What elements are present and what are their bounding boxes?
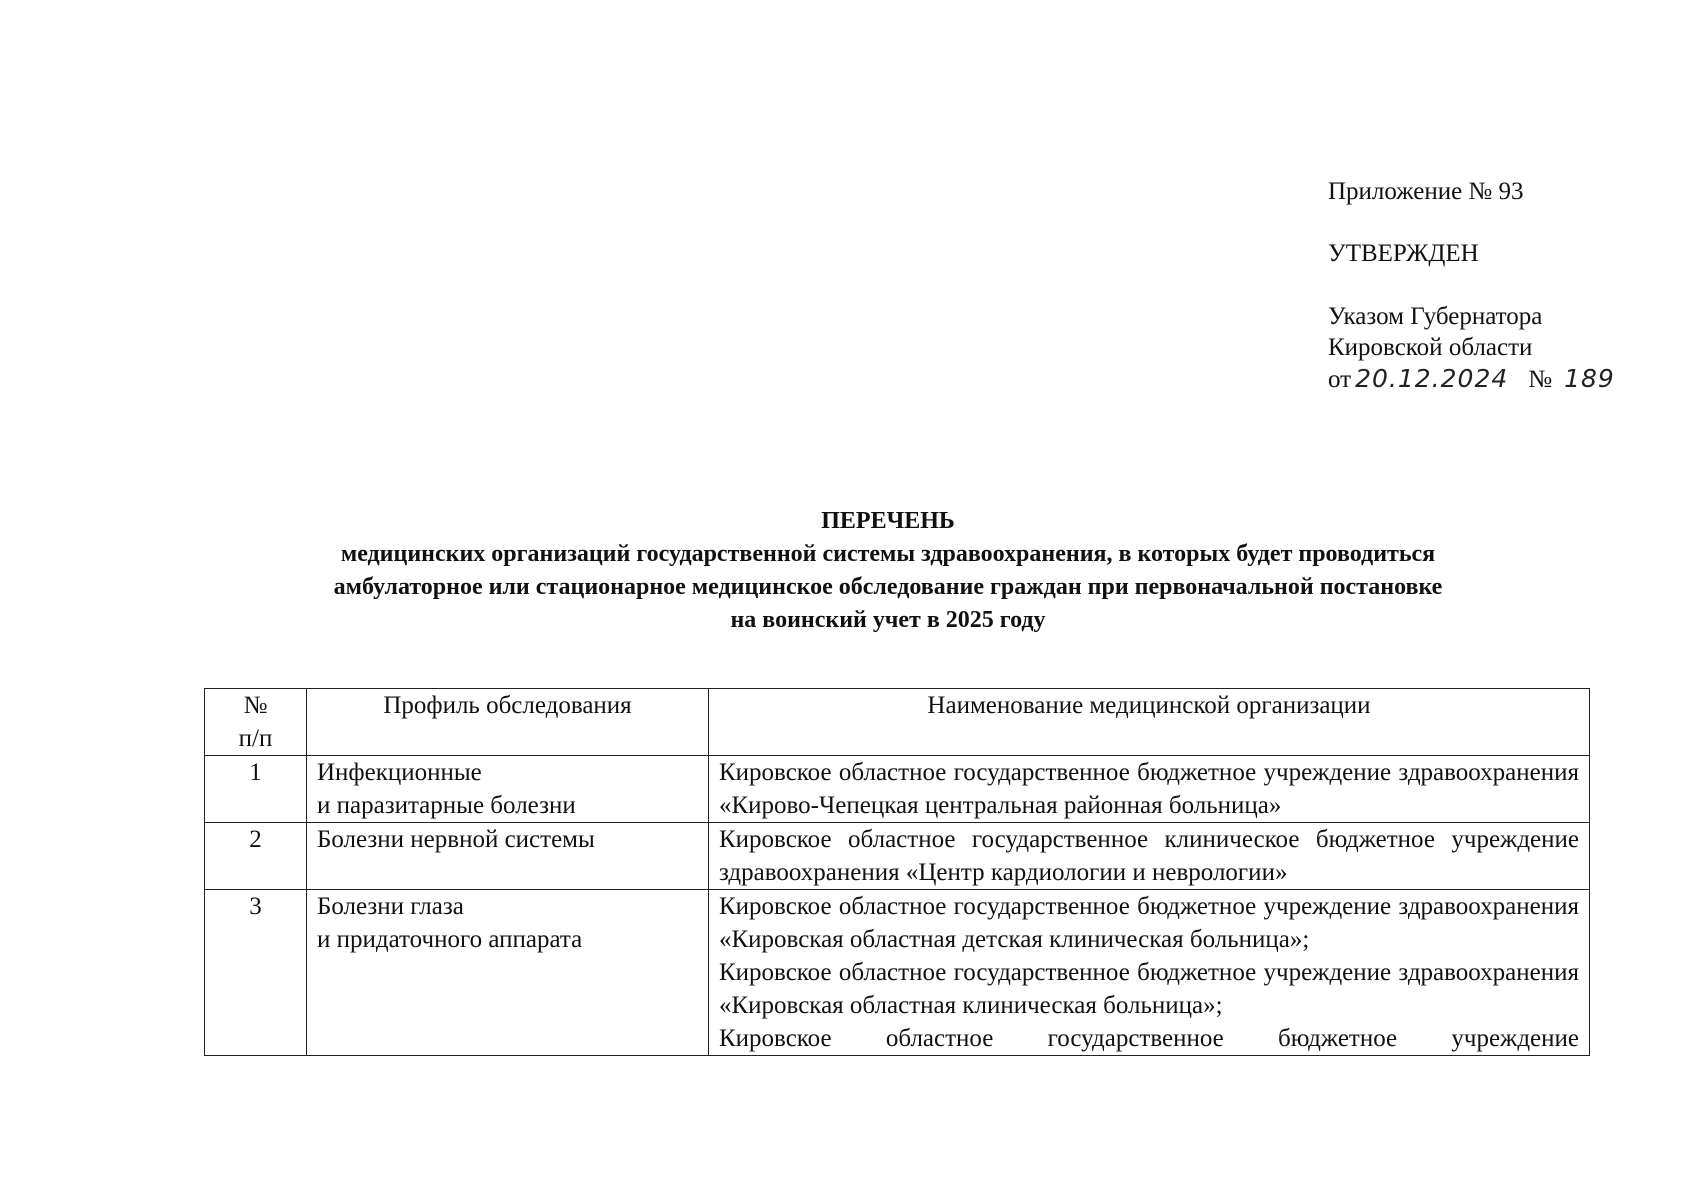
appendix-label: Приложение № 93 (1328, 178, 1524, 205)
title-line-1: медицинских организаций государственной системы здравоохранения, в которых будет проводиться (340, 541, 1436, 567)
header-profile: Профиль обследования (307, 689, 709, 756)
row-num: 2 (205, 823, 307, 890)
approved-by-line2: Кировской области (1328, 334, 1533, 361)
row-num: 3 (205, 890, 307, 1056)
row-num: 1 (205, 756, 307, 823)
row-organization: Кировское областное государственное клиническое бюджетное учреждение здравоохранения «Центр кардиологии и неврологии» (709, 823, 1590, 890)
row-profile: Болезни глаза и придаточного аппарата (307, 890, 709, 1056)
table-row (205, 823, 1590, 890)
table-row (205, 890, 1590, 1056)
date-prefix: от (1328, 366, 1352, 393)
title-line-2: амбулаторное или стационарное медицинское обследование граждан при первоначальной постановке (333, 574, 1443, 600)
row-profile: Болезни нервной системы (307, 823, 709, 890)
handwritten-number: 189 (1564, 364, 1615, 393)
approval-block (1328, 176, 1615, 395)
table-header-row (205, 689, 1590, 756)
title-line-3: на воинский учет в 2025 году (730, 607, 1046, 633)
header-organization: Наименование медицинской организации (709, 689, 1590, 756)
approval-date-line (1328, 363, 1615, 395)
approved-by-line1: Указом Губернатора (1328, 303, 1543, 330)
row-organization: Кировское областное государственное бюджетное учреждение здравоохранения «Кирово-Чепецкая центральная районная больница» (709, 756, 1590, 823)
table-row (205, 756, 1590, 823)
handwritten-date: 20.12.2024 (1355, 364, 1509, 393)
number-prefix: № (1528, 366, 1553, 393)
document-title (180, 505, 1596, 637)
title-main: ПЕРЕЧЕНЬ (821, 508, 955, 534)
header-num: № п/п (205, 689, 307, 756)
organizations-table (204, 688, 1590, 1056)
row-profile: Инфекционные и паразитарные болезни (307, 756, 709, 823)
approved-label: УТВЕРЖДЕН (1328, 240, 1479, 267)
row-organization: Кировское областное государственное бюджетное учреждение здравоохранения «Кировская областная детская клиническая больница»; Кировское областное государственное бюджетное учреждение здравоохранения «Кировская областная клиническая больница»; Кировское областное государственное бюджетное учреждение (709, 890, 1590, 1056)
